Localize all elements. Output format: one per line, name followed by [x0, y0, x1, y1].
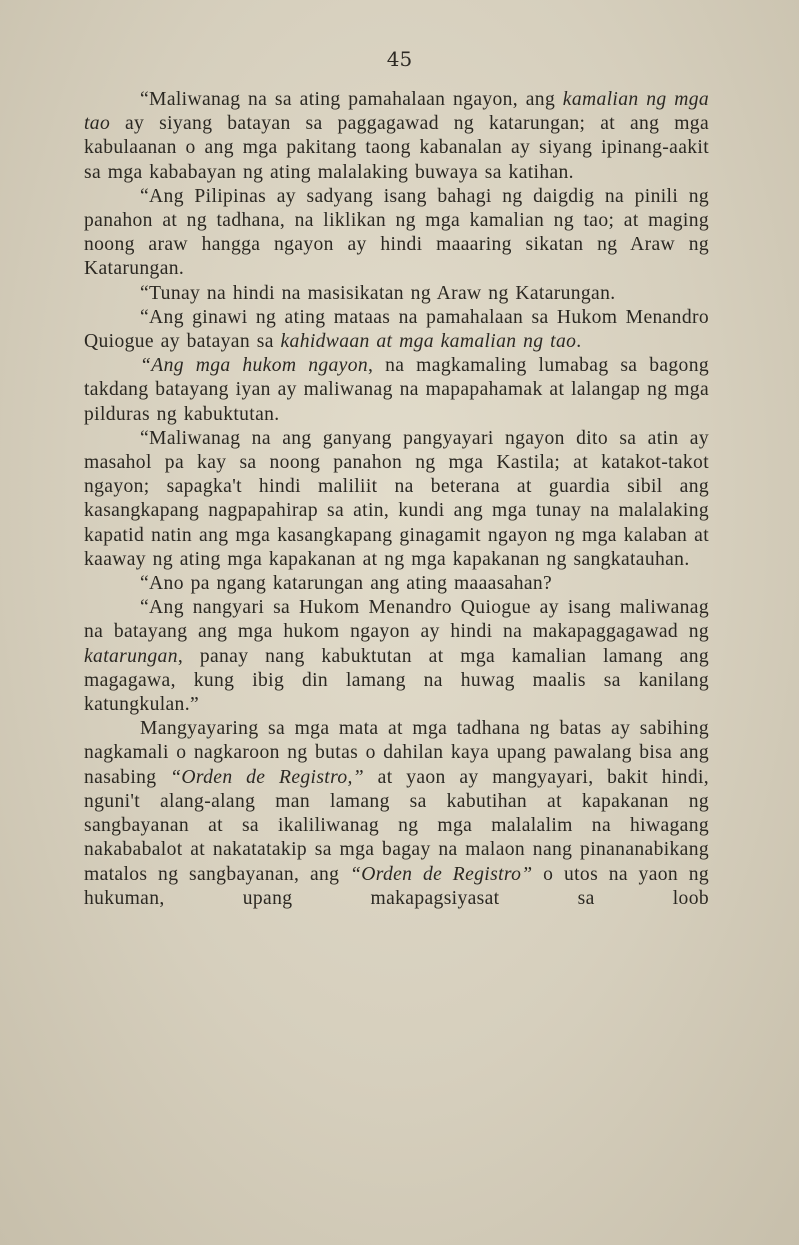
paragraph	[84, 717, 709, 911]
paragraph	[84, 282, 709, 306]
paragraph	[84, 596, 709, 717]
paragraph	[84, 185, 709, 282]
body-text	[84, 88, 709, 911]
text-run: “Ang Pilipinas ay sadyang isang bahagi ng daigdig na pinili ng panahon at ng tadhana, na liklikan ng mga kamalian ng tao; at maging noong araw hangga ngayon ay hindi maaaring sikatan ng Araw ng Katarungan.	[84, 185, 709, 280]
text-run: o utos na yaon ng hukuman, upang makapagsiyasat sa loob	[84, 863, 709, 909]
text-run: “Ang nangyari sa Hukom Menandro Quiogue ay isang maliwanag na batayang ang mga hukom ngayon ay hindi na makapaggagawad ng	[84, 597, 709, 643]
text-run: “Ang ginawi ng ating mataas na pamahalaan sa Hukom Menandro Quiogue ay batayan sa	[84, 306, 709, 353]
page-number: 45	[386, 47, 413, 71]
italic-text: “Ang mga hukom ngayon	[140, 355, 369, 377]
paragraph	[84, 354, 709, 427]
italic-text: kamalian ng mga tao	[84, 89, 709, 135]
text-run: , na magkamaling lumabag sa bagong takdang batayang iyan ay maliwanag na mapapahamak at lalangap ng mga pilduras ng kabuktutan.	[84, 355, 709, 425]
italic-text: “Orden de Registro,”	[170, 766, 364, 788]
text-run: “Ano pa ngang katarungan ang ating maaasahan?	[140, 573, 553, 595]
text-run: Mangyayaring sa mga mata at mga tadhana ng batas ay sabihing nagkamali o nagkaroon ng butas o dahilan kaya upang pawalang bisa ang nasabing	[84, 718, 709, 788]
text-run: “Tunay na hindi na masisikatan ng Araw ng Katarungan.	[140, 282, 616, 304]
paragraph	[84, 306, 709, 354]
italic-text: “Orden de Registro”	[349, 863, 533, 885]
paragraph	[84, 88, 709, 185]
text-run: .	[576, 331, 582, 353]
text-run: “Maliwanag na sa ating pamahalaan ngayon, ang	[140, 89, 563, 110]
text-run: ay siyang batayan sa paggagawad ng katarungan; at ang mga kabulaanan o ang mga pakitang taong kabanalan ay siyang ipinang-aakit sa mga kababayan ng ating malalaking buwaya sa katihan.	[84, 113, 709, 183]
text-run: at yaon ay mangyayari, bakit hindi, nguni't alang-alang man lamang sa kabutihan at kapakanan ng sangbayanan at sa ikaliliwanag ng mga malalalim na hiwagang nakababalot at nakatatakip sa mga bagay na malaon nang pinananabikang matalos ng sangbayanan, ang	[84, 766, 710, 885]
italic-text: katarungan	[84, 645, 178, 667]
paragraph	[84, 427, 709, 572]
text-run: , panay nang kabuktutan at mga kamalian lamang ang magagawa, kung ibig din lamang na huwag maalis sa kanilang katungkulan.”	[84, 645, 709, 716]
italic-text: kahidwaan at mga kamalian ng tao	[280, 331, 577, 353]
paragraph	[84, 572, 709, 596]
text-run: “Maliwanag na ang ganyang pangyayari ngayon dito sa atin ay masahol pa kay sa noong panahon ng mga Kastila; at katakot-takot ngayon; sapagka't hindi maliliit na beterana at guardia sibil ang kasangkapang nagpapahirap sa atin, kundi ang mga tunay na malalaking kapatid natin ang mga kasangkapang ginagamit ngayon ng mga kalaban at kaaway ng ating mga kapakanan at ng mga kapakanan ng sangkatauhan.	[84, 427, 709, 570]
